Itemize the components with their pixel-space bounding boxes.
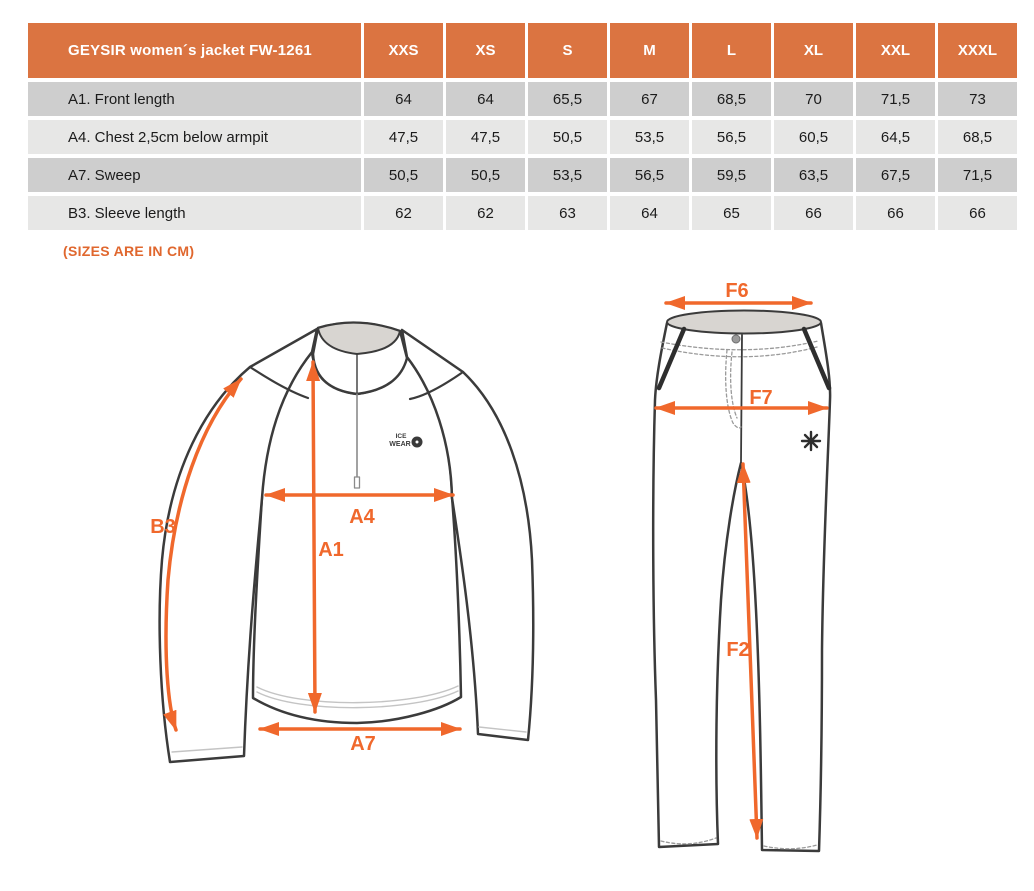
pants-diagram [653,280,830,851]
size-header-l: L [692,23,771,78]
table-title: GEYSIR women´s jacket FW-1261 [28,23,361,78]
cell-value: 64,5 [856,120,935,154]
cell-value: 47,5 [364,120,443,154]
cell-value: 56,5 [610,158,689,192]
cell-value: 71,5 [856,82,935,116]
cell-value: 73 [938,82,1017,116]
cell-value: 70 [774,82,853,116]
a4-label: A4 [349,506,375,528]
brand-logo-snowflake-icon [416,441,419,444]
row-label: A4. Chest 2,5cm below armpit [28,120,361,154]
f6-label: F6 [725,280,749,302]
size-header-s: S [528,23,607,78]
cell-value: 53,5 [610,120,689,154]
cell-value: 67,5 [856,158,935,192]
cell-value: 65,5 [528,82,607,116]
size-header-xl: XL [774,23,853,78]
cell-value: 71,5 [938,158,1017,192]
size-header-xxxl: XXXL [938,23,1017,78]
cell-value: 62 [364,196,443,230]
size-header-xs: XS [446,23,525,78]
cell-value: 66 [856,196,935,230]
cell-value: 66 [774,196,853,230]
cell-value: 60,5 [774,120,853,154]
brand-logo-line1: ICE [395,433,407,440]
jacket-diagram [150,323,533,762]
size-header-m: M [610,23,689,78]
a7-label: A7 [350,733,376,755]
size-header-xxl: XXL [856,23,935,78]
a1-arrow [313,362,315,712]
pants-waist-opening [667,311,821,334]
cell-value: 50,5 [364,158,443,192]
f7-label: F7 [749,387,773,409]
cell-value: 66 [938,196,1017,230]
b3-label: B3 [150,516,176,538]
brand-logo-line2: WEAR [389,441,411,448]
cell-value: 68,5 [692,82,771,116]
a1-label: A1 [318,539,344,561]
row-label: A1. Front length [28,82,361,116]
jacket-zipper-pull [355,477,360,488]
cell-value: 56,5 [692,120,771,154]
cell-value: 64 [446,82,525,116]
cell-value: 63 [528,196,607,230]
row-label: B3. Sleeve length [28,196,361,230]
f2-label: F2 [726,639,750,661]
pants-button [732,335,740,343]
cell-value: 59,5 [692,158,771,192]
cell-value: 68,5 [938,120,1017,154]
row-label: A7. Sweep [28,158,361,192]
pants-center-front-line [741,335,742,462]
size-header-xxs: XXS [364,23,443,78]
cell-value: 64 [364,82,443,116]
cell-value: 47,5 [446,120,525,154]
sizes-unit-note: (SIZES ARE IN CM) [63,243,195,259]
cell-value: 62 [446,196,525,230]
cell-value: 50,5 [446,158,525,192]
cell-value: 67 [610,82,689,116]
cell-value: 64 [610,196,689,230]
pants-snowflake-icon [802,432,820,450]
cell-value: 63,5 [774,158,853,192]
cell-value: 65 [692,196,771,230]
cell-value: 53,5 [528,158,607,192]
cell-value: 50,5 [528,120,607,154]
